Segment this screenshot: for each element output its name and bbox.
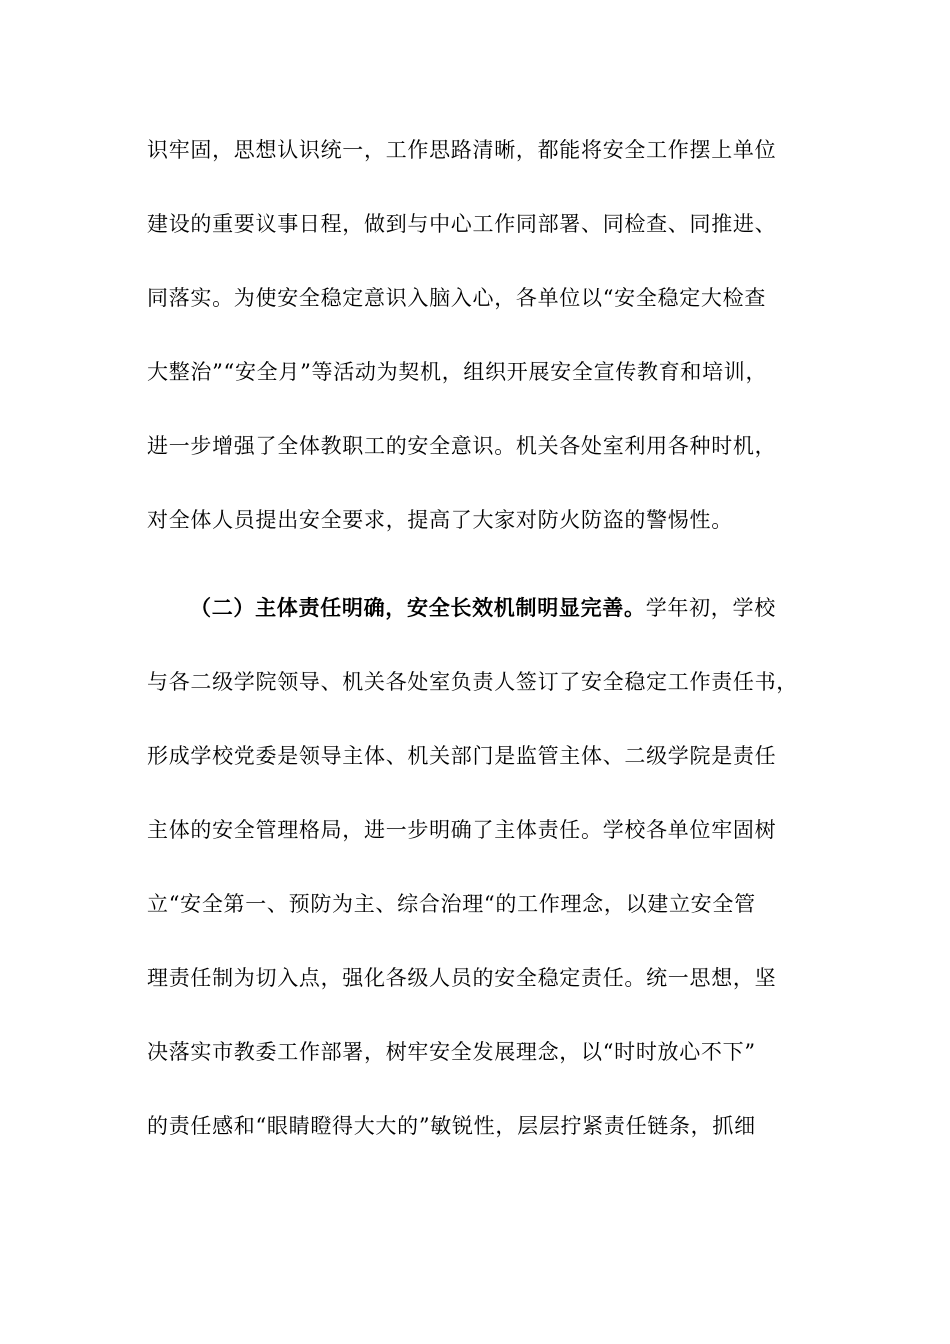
paragraph-line: 的责任感和“眼睛瞪得大大的”敏锐性，层层拧紧责任链条，抓细 (147, 1114, 756, 1138)
section-heading: （二）主体责任明确，安全长效机制明显完善。 (190, 595, 646, 620)
section-heading-line (190, 593, 807, 623)
paragraph-line: 识牢固，思想认识统一，工作思路清晰，都能将安全工作摆上单位 (147, 138, 777, 162)
paragraph-line: 对全体人员提出安全要求，提高了大家对防火防盗的警惕性。 (147, 508, 733, 532)
paragraph-line: 大整治”“安全月”等活动为契机，组织开展安全宣传教育和培训， (147, 360, 768, 384)
paragraph-line: 理责任制为切入点，强化各级人员的安全稳定责任。统一思想，坚 (147, 966, 777, 990)
paragraph-line: 进一步增强了全体教职工的安全意识。机关各处室利用各种时机， (147, 434, 777, 458)
paragraph-line: 形成学校党委是领导主体、机关部门是监管主体、二级学院是责任 (147, 744, 777, 768)
paragraph-line: 建设的重要议事日程，做到与中心工作同部署、同检查、同推进、 (147, 212, 777, 236)
paragraph-line: 与各二级学院领导、机关各处室负责人签订了安全稳定工作责任书， (147, 670, 798, 694)
paragraph-line: 主体的安全管理格局，进一步明确了主体责任。学校各单位牢固树 (147, 818, 777, 842)
paragraph-line: 同落实。为使安全稳定意识入脑入心，各单位以“安全稳定大检查 (147, 286, 767, 310)
paragraph-line: 立“安全第一、预防为主、综合治理“的工作理念，以建立安全管 (147, 892, 756, 916)
heading-line-continuation: 学年初，学校 (645, 596, 776, 620)
paragraph-line: 决落实市教委工作部署，树牢安全发展理念，以“时时放心不下” (147, 1040, 756, 1064)
